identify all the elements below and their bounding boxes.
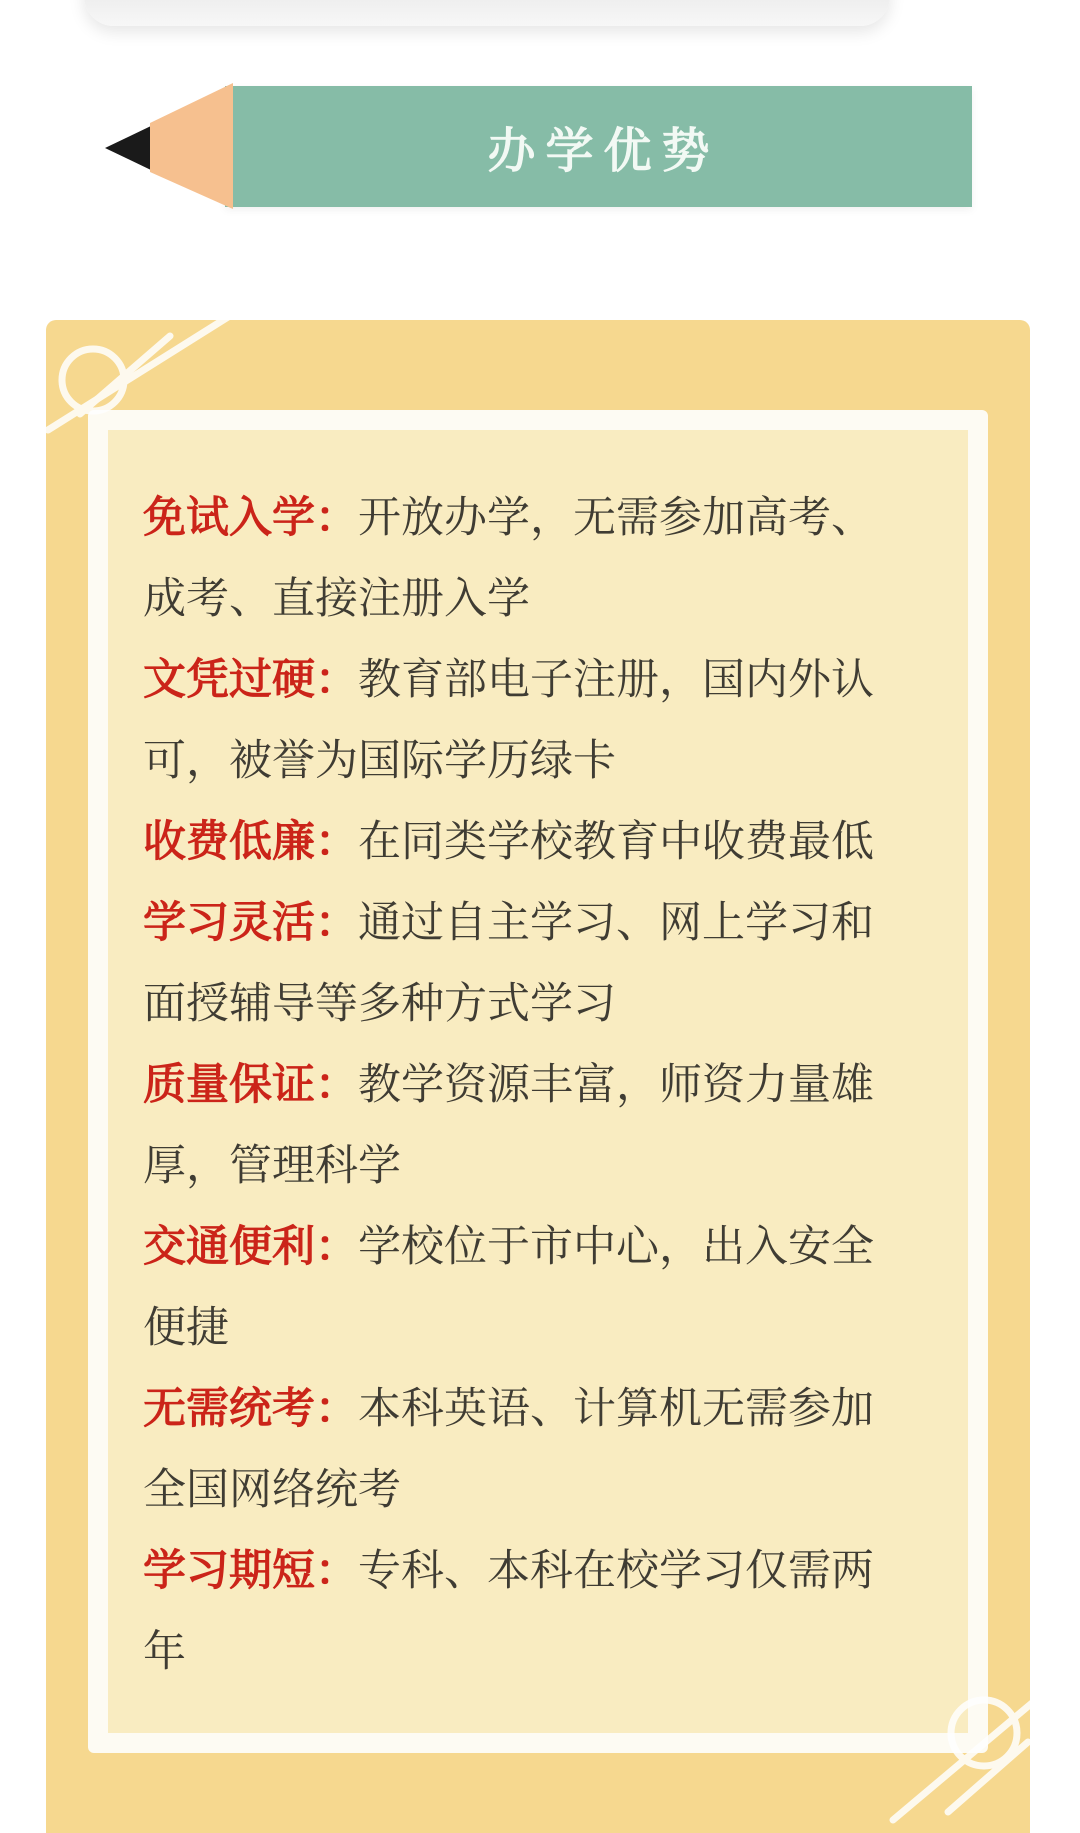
advantage-item [143,1045,893,1207]
advantage-label: 交通便利： [143,1222,358,1272]
advantage-label: 学习灵活： [143,898,358,948]
banner-bar [225,86,972,207]
pencil-icon [103,79,235,213]
advantage-text: 专科、本科在校学习仅需两年 [143,1546,874,1677]
advantage-text: 教学资源丰富，师资力量雄厚，管理科学 [143,1060,874,1191]
advantage-text: 教育部电子注册，国内外认可，被誉为国际学历绿卡 [143,655,874,786]
advantage-text: 在同类学校教育中收费最低 [358,817,874,867]
advantage-label: 学习期短： [143,1546,358,1596]
advantage-label: 收费低廉： [143,817,358,867]
advantages-list [108,430,968,1733]
advantage-text: 本科英语、计算机无需参加全国网络统考 [143,1384,874,1515]
advantage-item [143,1207,893,1369]
advantages-card [46,320,1030,1833]
advantage-text: 开放办学，无需参加高考、成考、直接注册入学 [143,493,874,624]
card-inner-panel [88,410,988,1753]
advantage-item [143,883,893,1045]
advantage-label: 质量保证： [143,1060,358,1110]
advantage-item [143,478,893,640]
section-title: 办学优势 [487,123,720,179]
advantage-label: 无需统考： [143,1384,358,1434]
advantage-label: 文凭过硬： [143,655,358,705]
advantage-label: 免试入学： [143,493,358,543]
advantage-item [143,802,893,883]
advantage-item [143,1531,893,1693]
advantage-text: 学校位于市中心，出入安全便捷 [143,1222,874,1353]
advantage-text: 通过自主学习、网上学习和面授辅导等多种方式学习 [143,898,874,1029]
advantage-item [143,640,893,802]
section-banner [0,0,1080,220]
advantage-item [143,1369,893,1531]
